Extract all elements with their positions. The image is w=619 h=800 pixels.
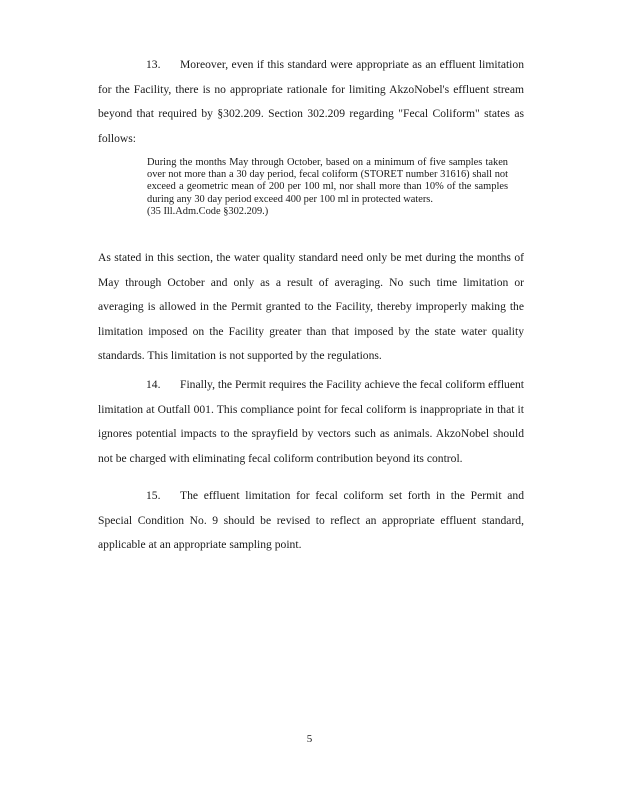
- paragraph-number: 14.: [146, 378, 161, 391]
- paragraph-14: [98, 373, 524, 471]
- paragraph-13: [98, 53, 524, 151]
- paragraph-15: [98, 484, 524, 558]
- block-quotation: [147, 157, 508, 218]
- quotation-text: During the months May through October, based on a minimum of five samples taken over not more than a 30 day period, fecal coliform (STORET number 31616) shall not exceed a geometric mean of 200 per 100 ml, nor shall more than 10% of the samples during any 30 day period exceed 400 per 100 ml in protected waters.: [147, 157, 508, 205]
- paragraph-13-continued: [98, 246, 524, 369]
- paragraph-text: The effluent limitation for fecal coliform set forth in the Permit and Special Condition No. 9 should be revised to reflect an appropriate effluent standard, applicable at an appropriate sampling point.: [98, 489, 524, 552]
- paragraph-text: Finally, the Permit requires the Facility achieve the fecal coliform effluent limitation at Outfall 001. This compliance point for fecal coliform is inappropriate in that it ignores potential impacts to the sprayfield by vectors such as animals. AkzoNobel should not be charged with eliminating fecal coliform contribution beyond its control.: [98, 378, 524, 465]
- paragraph-text: Moreover, even if this standard were appropriate as an effluent limitation for the Facility, there is no appropriate rationale for limiting AkzoNobel's effluent stream beyond that required by §302.209. Section 302.209 regarding "Fecal Coliform" states as follows:: [98, 58, 524, 145]
- page-number: 5: [306, 733, 313, 745]
- paragraph-number: 15.: [146, 489, 161, 502]
- paragraph-text: As stated in this section, the water quality standard need only be met during the months of May through October and only as a result of averaging. No such time limitation or averaging is allowed in the Permit granted to the Facility, thereby improperly making the limitation imposed on the Facility greater than that imposed by the state water quality standards. This limitation is not supported by the regulations.: [98, 251, 524, 363]
- paragraph-number: 13.: [146, 58, 161, 71]
- quotation-citation: (35 Ill.Adm.Code §302.209.): [147, 205, 269, 217]
